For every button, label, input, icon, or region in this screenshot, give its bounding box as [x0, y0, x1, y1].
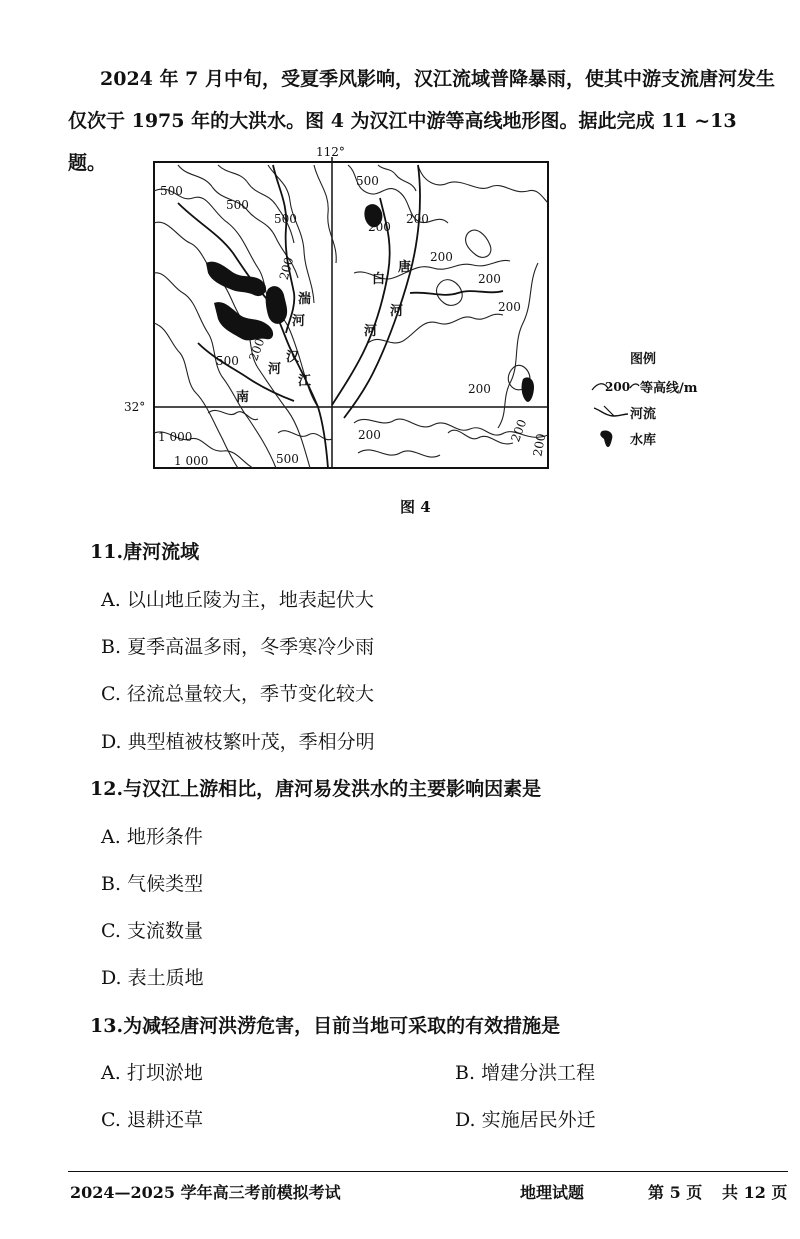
question-12-stem [90, 774, 541, 801]
contour-map-svg [118, 143, 558, 475]
footer-exam-name: 2024—2025 学年高三考前模拟考试 [70, 1183, 341, 1202]
svg-text:200: 200 [508, 417, 530, 444]
tuan-river-label-1: 湍 [298, 292, 312, 307]
contour-line-icon [590, 376, 640, 396]
question-13-stem [90, 1011, 560, 1038]
question-text: 与汉江上游相比，唐河易发洪水的主要影响因素是 [123, 778, 542, 800]
question-text: 唐河流域 [123, 541, 200, 563]
svg-text:200: 200 [468, 382, 491, 396]
question-11-stem [90, 537, 199, 564]
intro-paragraph: 2024 年 7 月中旬，受夏季风影响，汉江流域普降暴雨，使其中游支流唐河发生仅次于 1975 年的大洪水。图 4 为汉江中游等高线地形图。据此完成 11 ~13 题。 [68, 68, 775, 174]
question-number: 13. [90, 1015, 124, 1037]
legend-reservoir-label: 水库 [630, 432, 657, 448]
svg-text:500: 500 [356, 174, 379, 188]
question-11-option-c[interactable]: C. 径流总量较大，季节变化较大 [101, 683, 374, 705]
tang-river-label-2: 河 [390, 304, 404, 319]
svg-text:1 000: 1 000 [174, 454, 209, 468]
legend-contour-value: 200 [605, 380, 631, 394]
legend-contour-label: 等高线/m [640, 380, 698, 396]
svg-text:1 000: 1 000 [158, 430, 193, 444]
reservoir-icon [590, 427, 630, 449]
tuan-river-label-2: 河 [292, 314, 306, 329]
question-12-option-c[interactable]: C. 支流数量 [101, 920, 203, 942]
lat-label: 32° [124, 400, 146, 414]
question-13-option-b[interactable]: B. 增建分洪工程 [455, 1062, 596, 1084]
svg-text:200: 200 [406, 212, 429, 226]
tang-river-label-1: 唐 [398, 260, 412, 275]
han-river-label-2: 江 [298, 374, 312, 389]
svg-text:500: 500 [216, 354, 239, 368]
legend-river-row [590, 399, 700, 425]
tang-tributary [410, 291, 503, 295]
legend-contour-row [590, 373, 700, 399]
question-12-option-d[interactable]: D. 表土质地 [101, 967, 204, 989]
svg-text:200: 200 [478, 272, 501, 286]
question-12-option-b[interactable]: B. 气候类型 [101, 873, 204, 895]
svg-text:200: 200 [246, 336, 268, 363]
contour-value-labels [158, 174, 548, 468]
question-11-option-a[interactable]: A. 以山地丘陵为主，地表起伏大 [101, 589, 374, 611]
svg-text:200: 200 [358, 428, 381, 442]
contour-map [118, 143, 558, 475]
footer-divider [68, 1171, 788, 1172]
svg-text:500: 500 [160, 184, 183, 198]
question-13-option-d[interactable]: D. 实施居民外迁 [455, 1109, 596, 1131]
question-11-option-d[interactable]: D. 典型植被枝繁叶茂，季相分明 [101, 731, 375, 753]
lon-label: 112° [316, 145, 345, 159]
svg-text:200: 200 [368, 220, 391, 234]
contour-lines [154, 165, 548, 468]
svg-text:500: 500 [274, 212, 297, 226]
svg-text:200: 200 [498, 300, 521, 314]
bai-river-label-2: 河 [364, 324, 378, 339]
legend-title: 图例 [630, 352, 657, 367]
question-number: 12. [90, 778, 124, 800]
question-13-option-a[interactable]: A. 打坝淤地 [101, 1062, 203, 1084]
question-number: 11. [90, 541, 124, 563]
map-legend [590, 348, 700, 451]
reservoir-2 [214, 302, 273, 340]
figure-caption: 图 4 [400, 498, 431, 516]
footer-total-pages: 共 12 页 [722, 1183, 788, 1202]
question-13-option-c[interactable]: C. 退耕还草 [101, 1109, 203, 1131]
svg-text:500: 500 [276, 452, 299, 466]
footer-page-number: 第 5 页 [648, 1183, 703, 1202]
nan-river-label-1: 南 [236, 390, 250, 405]
question-11-option-b[interactable]: B. 夏季高温多雨，冬季寒冷少雨 [101, 636, 375, 658]
han-river-label-1: 汉 [286, 350, 300, 365]
svg-text:500: 500 [226, 198, 249, 212]
legend-river-label: 河流 [630, 406, 657, 422]
river-icon [590, 402, 630, 422]
nan-river-label-2: 河 [268, 362, 282, 377]
question-text: 为减轻唐河洪涝危害，目前当地可采取的有效措施是 [123, 1015, 561, 1037]
reservoir-5 [522, 377, 534, 401]
reservoir-3 [266, 286, 287, 324]
svg-text:200: 200 [276, 255, 297, 282]
legend-reservoir-row [590, 425, 700, 451]
bai-river-label-1: 白 [372, 272, 386, 287]
svg-text:200: 200 [530, 432, 549, 458]
footer-subject: 地理试题 [520, 1183, 585, 1202]
svg-text:200: 200 [430, 250, 453, 264]
question-12-option-a[interactable]: A. 地形条件 [101, 826, 203, 848]
